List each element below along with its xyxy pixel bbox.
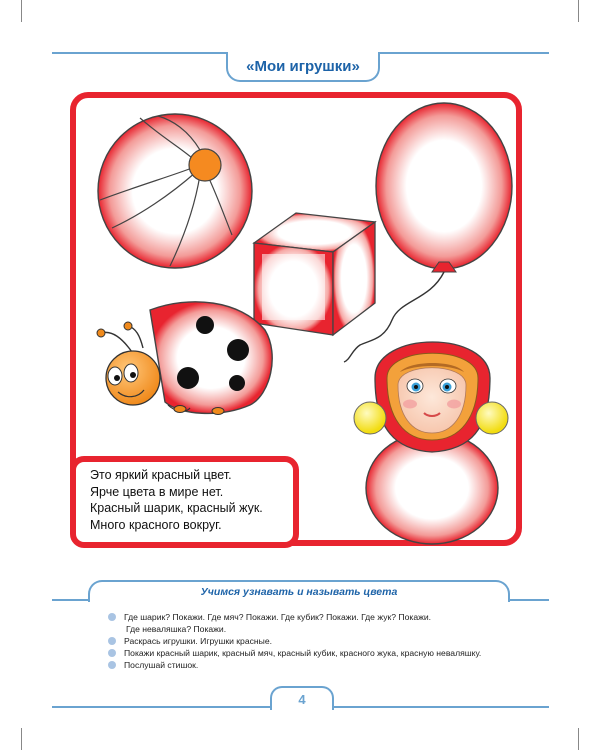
bullet-icon bbox=[108, 649, 116, 657]
task-text: Покажи красный шарик, красный мяч, красный кубик, красного жука, красную неваляшку. bbox=[124, 648, 482, 658]
bullet-icon bbox=[108, 637, 116, 645]
poem-line: Много красного вокруг. bbox=[90, 517, 222, 532]
list-item bbox=[108, 611, 548, 635]
task-text: Послушай стишок. bbox=[124, 660, 199, 670]
section-title-tab bbox=[88, 580, 510, 602]
task-text: Раскрась игрушки. Игрушки красные. bbox=[124, 636, 272, 646]
section-title: Учимся узнавать и называть цвета bbox=[200, 586, 398, 598]
page-title: «Мои игрушки» bbox=[246, 57, 360, 75]
ball-icon bbox=[98, 114, 252, 268]
bullet-icon bbox=[108, 613, 116, 621]
page-number: 4 bbox=[298, 691, 306, 707]
ladybug-icon bbox=[97, 302, 272, 415]
task-text-continued: Где неваляшка? Покажи. bbox=[126, 624, 227, 634]
poem-line: Ярче цвета в мире нет. bbox=[90, 484, 224, 499]
task-list bbox=[108, 611, 548, 671]
list-item bbox=[108, 635, 548, 647]
list-item bbox=[108, 647, 548, 659]
poem-box bbox=[70, 456, 299, 548]
task-text: Где шарик? Покажи. Где мяч? Покажи. Где кубик? Покажи. Где жук? Покажи. bbox=[124, 612, 432, 622]
list-item bbox=[108, 659, 548, 671]
bullet-icon bbox=[108, 661, 116, 669]
poem-line: Красный шарик, красный жук. bbox=[90, 501, 263, 515]
roly-poly-doll-icon bbox=[354, 342, 508, 544]
page-number-tab bbox=[270, 686, 334, 710]
poem-line: Это яркий красный цвет. bbox=[90, 468, 232, 482]
cube-icon bbox=[254, 213, 375, 335]
